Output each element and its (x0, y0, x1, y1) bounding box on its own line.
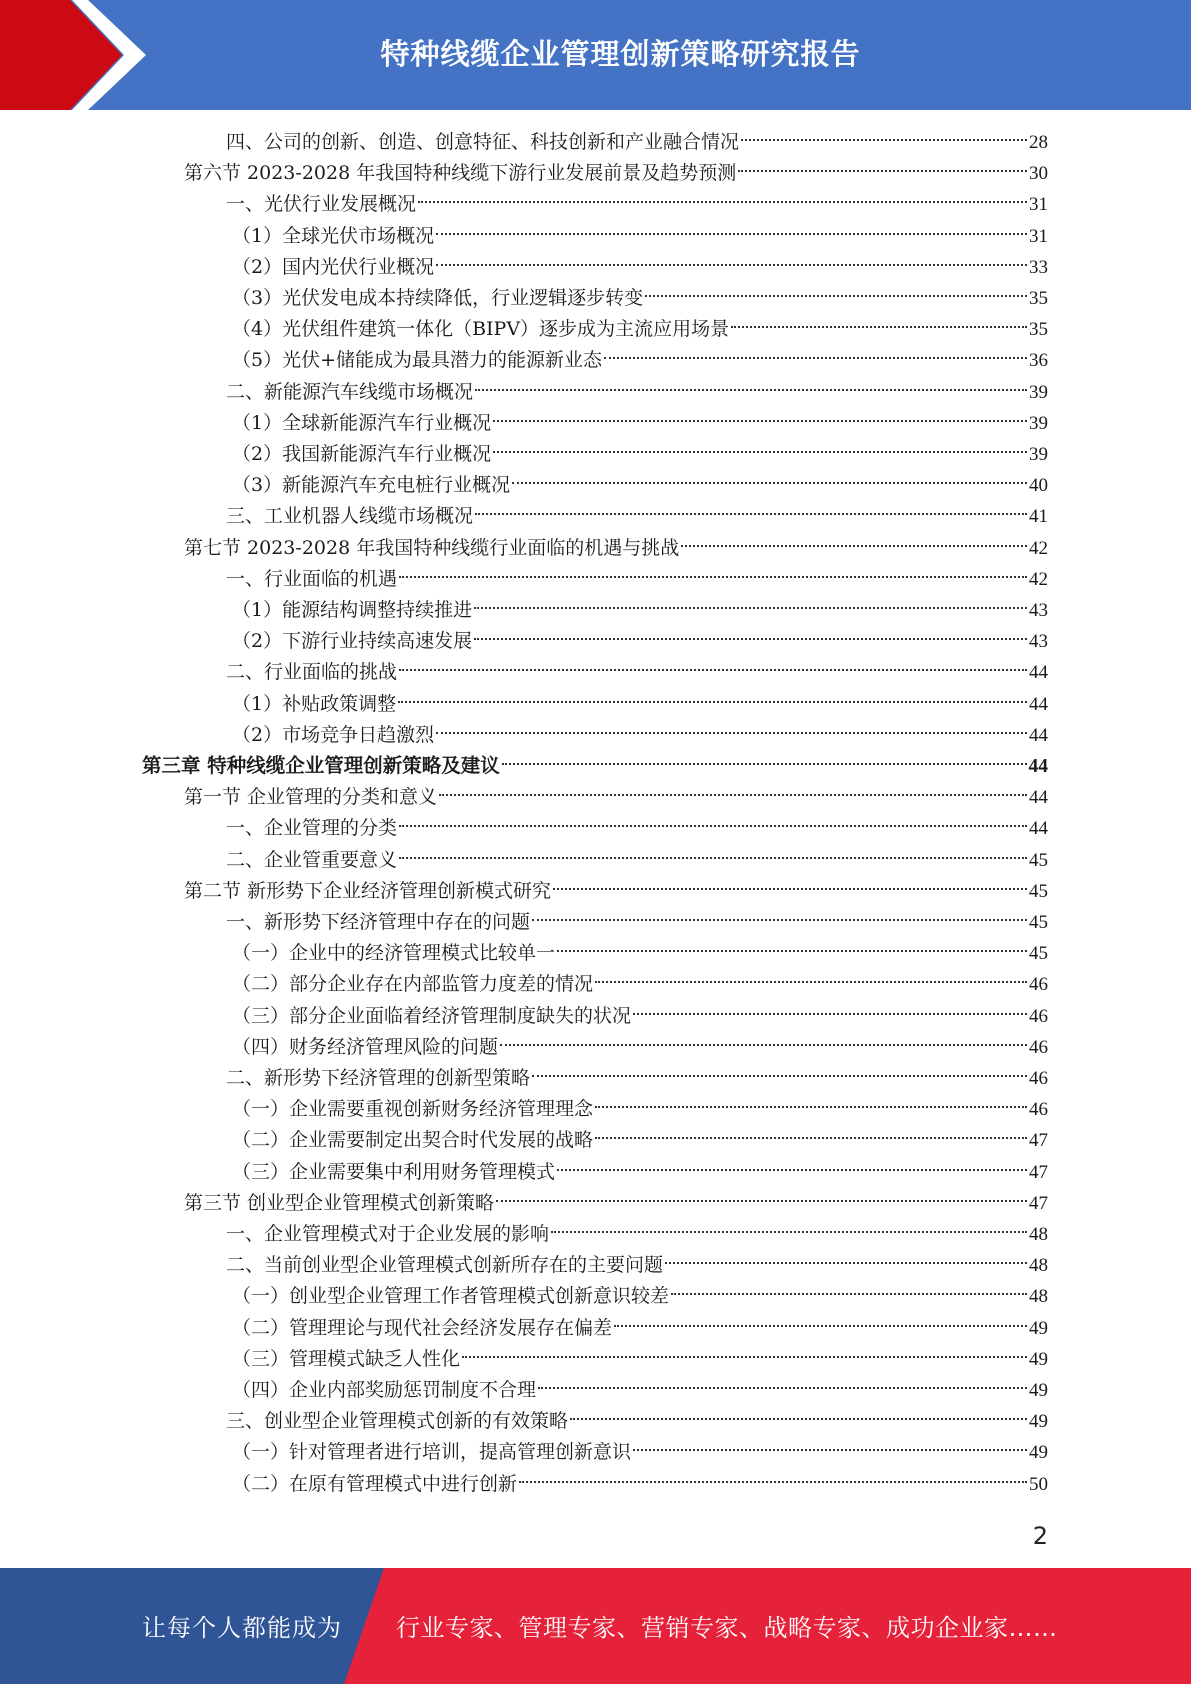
toc-entry-title: 二、行业面临的挑战 (226, 661, 398, 683)
toc-dot-leader (474, 607, 1027, 609)
toc-entry-title: （5）光伏+储能成为最具潜力的能源新业态 (232, 349, 603, 371)
toc-entry[interactable] (232, 283, 1048, 313)
toc-entry-page: 44 (1029, 818, 1048, 839)
toc-dot-leader (436, 264, 1027, 266)
toc-entry-page: 46 (1029, 1099, 1048, 1120)
toc-dot-leader (741, 139, 1027, 141)
toc-entry-title: 一、行业面临的机遇 (226, 568, 398, 590)
toc-dot-leader (519, 1481, 1027, 1483)
toc-entry-title: （二）部分企业存在内部监管力度差的情况 (232, 973, 594, 995)
toc-dot-leader (551, 1231, 1027, 1233)
toc-entry-title: 第六节 2023-2028 年我国特种线缆下游行业发展前景及趋势预测 (184, 162, 737, 184)
toc-entry-page: 28 (1029, 132, 1048, 153)
toc-entry-page: 43 (1029, 600, 1048, 621)
toc-entry-page: 31 (1029, 226, 1048, 247)
toc-entry[interactable] (232, 1469, 1048, 1499)
toc-entry-title: 一、企业管理的分类 (226, 817, 398, 839)
toc-entry[interactable] (232, 314, 1048, 344)
toc-dot-leader (512, 482, 1027, 484)
toc-entry-page: 30 (1029, 163, 1048, 184)
toc-entry-title: （二）在原有管理模式中进行创新 (232, 1473, 518, 1495)
toc-dot-leader (538, 1387, 1027, 1389)
toc-entry-title: （二）企业需要制定出契合时代发展的战略 (232, 1129, 594, 1151)
toc-entry[interactable] (226, 1250, 1048, 1280)
toc-entry[interactable] (184, 158, 1048, 188)
toc-entry-title: 四、公司的创新、创造、创意特征、科技创新和产业融合情况 (226, 131, 740, 153)
toc-entry[interactable] (232, 689, 1048, 719)
toc-entry-title: 三、创业型企业管理模式创新的有效策略 (226, 1410, 569, 1432)
toc-entry[interactable] (232, 969, 1048, 999)
toc-entry[interactable] (226, 907, 1048, 937)
toc-entry[interactable] (184, 876, 1048, 906)
toc-entry[interactable] (232, 1313, 1048, 1343)
toc-dot-leader (557, 950, 1027, 952)
toc-entry[interactable] (226, 501, 1048, 531)
toc-entry-page: 49 (1029, 1380, 1048, 1401)
toc-entry[interactable] (232, 938, 1048, 968)
toc-entry-title: （1）补贴政策调整 (232, 693, 397, 715)
toc-entry[interactable] (232, 1001, 1048, 1031)
toc-dot-leader (532, 1075, 1027, 1077)
toc-entry-page: 42 (1029, 569, 1048, 590)
toc-entry[interactable] (232, 439, 1048, 469)
toc-entry[interactable] (226, 564, 1048, 594)
toc-dot-leader (570, 1418, 1027, 1420)
toc-entry-page: 49 (1029, 1442, 1048, 1463)
toc-dot-leader (614, 1325, 1027, 1327)
toc-entry-page: 48 (1029, 1255, 1048, 1276)
toc-entry-title: （1）全球光伏市场概况 (232, 225, 435, 247)
toc-entry-page: 42 (1029, 538, 1048, 559)
toc-entry-page: 39 (1029, 444, 1048, 465)
toc-entry-title: 二、企业管重要意义 (226, 849, 398, 871)
toc-entry-title: （3）光伏发电成本持续降低，行业逻辑逐步转变 (232, 287, 644, 309)
toc-entry[interactable] (226, 1219, 1048, 1249)
toc-entry-page: 44 (1029, 662, 1048, 683)
toc-entry-page: 45 (1029, 912, 1048, 933)
toc-entry-page: 46 (1029, 974, 1048, 995)
toc-entry-title: 二、新形势下经济管理的创新型策略 (226, 1067, 531, 1089)
toc-entry-title: 第三节 创业型企业管理模式创新策略 (184, 1192, 495, 1214)
page-footer (0, 1568, 1191, 1684)
toc-dot-leader (671, 1293, 1027, 1295)
toc-dot-leader (436, 732, 1027, 734)
toc-entry-title: （四）财务经济管理风险的问题 (232, 1036, 499, 1058)
toc-entry[interactable] (226, 189, 1048, 219)
toc-entry-title: （三）企业需要集中利用财务管理模式 (232, 1161, 556, 1183)
toc-entry-page: 45 (1029, 881, 1048, 902)
toc-entry-title: （2）国内光伏行业概况 (232, 256, 435, 278)
toc-dot-leader (645, 295, 1027, 297)
toc-dot-leader (633, 1013, 1027, 1015)
toc-entry-page: 47 (1029, 1130, 1048, 1151)
toc-entry-page: 44 (1029, 725, 1048, 746)
toc-entry-title: 二、新能源汽车线缆市场概况 (226, 381, 474, 403)
toc-entry[interactable] (232, 1281, 1048, 1311)
toc-dot-leader (418, 201, 1027, 203)
toc-entry-title: 一、光伏行业发展概况 (226, 193, 417, 215)
toc-entry[interactable] (226, 377, 1048, 407)
toc-entry-title: 第七节 2023-2028 年我国特种线缆行业面临的机遇与挑战 (184, 537, 680, 559)
toc-dot-leader (475, 389, 1027, 391)
toc-entry-page: 44 (1029, 694, 1048, 715)
toc-entry-title: 第三章 特种线缆企业管理创新策略及建议 (142, 754, 500, 777)
toc-entry[interactable] (226, 127, 1048, 157)
toc-dot-leader (665, 1262, 1027, 1264)
toc-entry[interactable] (232, 1344, 1048, 1374)
toc-entry-page: 46 (1029, 1037, 1048, 1058)
toc-dot-leader (474, 638, 1027, 640)
toc-dot-leader (493, 451, 1027, 453)
page-number: 2 (1032, 1522, 1048, 1550)
toc-entry-page: 48 (1029, 1286, 1048, 1307)
toc-entry-page: 47 (1029, 1193, 1048, 1214)
footer-slogan-left: 让每个人都能成为 (142, 1614, 342, 1642)
toc-entry-title: 一、新形势下经济管理中存在的问题 (226, 911, 531, 933)
toc-entry-page: 36 (1029, 350, 1048, 371)
toc-entry-title: （一）企业需要重视创新财务经济管理理念 (232, 1098, 594, 1120)
toc-dot-leader (436, 233, 1027, 235)
toc-entry-page: 35 (1029, 319, 1048, 340)
toc-dot-leader (557, 1169, 1027, 1171)
toc-entry-page: 47 (1029, 1162, 1048, 1183)
toc-dot-leader (633, 1449, 1027, 1451)
toc-dot-leader (399, 825, 1027, 827)
footer-slogan-right: 行业专家、管理专家、营销专家、战略专家、成功企业家…… (396, 1614, 1058, 1642)
toc-entry[interactable] (232, 252, 1048, 282)
report-title: 特种线缆企业管理创新策略研究报告 (380, 37, 861, 71)
toc-dot-leader (496, 1200, 1027, 1202)
toc-entry[interactable] (232, 1032, 1048, 1062)
toc-entry[interactable] (184, 533, 1048, 563)
toc-entry-title: （三）管理模式缺乏人性化 (232, 1348, 461, 1370)
toc-entry-title: （四）企业内部奖励惩罚制度不合理 (232, 1379, 537, 1401)
toc-entry-page: 39 (1029, 382, 1048, 403)
toc-entry-title: （一）针对管理者进行培训，提高管理创新意识 (232, 1441, 632, 1463)
toc-dot-leader (532, 919, 1027, 921)
toc-entry[interactable] (226, 657, 1048, 687)
toc-dot-leader (399, 857, 1027, 859)
toc-entry[interactable] (226, 813, 1048, 843)
toc-entry[interactable] (232, 345, 1048, 375)
toc-entry[interactable] (232, 720, 1048, 750)
toc-dot-leader (553, 888, 1027, 890)
toc-entry-page: 49 (1029, 1411, 1048, 1432)
toc-entry-page: 49 (1029, 1349, 1048, 1370)
toc-dot-leader (502, 763, 1027, 765)
toc-dot-leader (500, 1044, 1027, 1046)
toc-entry-page: 45 (1029, 943, 1048, 964)
toc-dot-leader (595, 981, 1027, 983)
toc-dot-leader (738, 170, 1027, 172)
toc-entry-title: （二）管理理论与现代社会经济发展存在偏差 (232, 1317, 613, 1339)
toc-entry-page: 50 (1029, 1474, 1048, 1495)
toc-entry-page: 40 (1029, 475, 1048, 496)
toc-entry-page: 33 (1029, 257, 1048, 278)
toc-entry-title: 三、工业机器人线缆市场概况 (226, 505, 474, 527)
toc-entry-title: （一）企业中的经济管理模式比较单一 (232, 942, 556, 964)
toc-entry[interactable] (184, 782, 1048, 812)
toc-entry-page: 43 (1029, 631, 1048, 652)
toc-dot-leader (398, 701, 1027, 703)
toc-dot-leader (399, 669, 1027, 671)
toc-entry-page: 41 (1029, 506, 1048, 527)
toc-entry-page: 31 (1029, 194, 1048, 215)
toc-dot-leader (439, 794, 1027, 796)
toc-entry[interactable] (232, 1157, 1048, 1187)
toc-entry[interactable] (232, 1375, 1048, 1405)
toc-dot-leader (731, 326, 1027, 328)
toc-dot-leader (493, 420, 1027, 422)
toc-entry-title: （三）部分企业面临着经济管理制度缺失的状况 (232, 1005, 632, 1027)
toc-entry[interactable] (232, 1125, 1048, 1155)
toc-entry-title: （一）创业型企业管理工作者管理模式创新意识较差 (232, 1285, 670, 1307)
toc-entry-title: 第二节 新形势下企业经济管理创新模式研究 (184, 880, 552, 902)
toc-entry-page: 35 (1029, 288, 1048, 309)
toc-entry[interactable] (226, 845, 1048, 875)
toc-entry-title: （4）光伏组件建筑一体化（BIPV）逐步成为主流应用场景 (232, 318, 730, 340)
toc-entry-title: （1）能源结构调整持续推进 (232, 599, 473, 621)
toc-entry[interactable] (184, 1188, 1048, 1218)
toc-entry-page: 39 (1029, 413, 1048, 434)
toc-entry-title: （3）新能源汽车充电桩行业概况 (232, 474, 511, 496)
toc-dot-leader (681, 545, 1027, 547)
toc-entry[interactable] (232, 470, 1048, 500)
toc-entry-page: 44 (1028, 756, 1048, 777)
toc-entry[interactable] (232, 408, 1048, 438)
toc-entry[interactable] (232, 1437, 1048, 1467)
toc-entry[interactable] (232, 1094, 1048, 1124)
toc-dot-leader (462, 1356, 1027, 1358)
page-header (0, 0, 1191, 110)
toc-entry[interactable] (232, 221, 1048, 251)
toc-entry-title: 一、企业管理模式对于企业发展的影响 (226, 1223, 550, 1245)
toc-entry-title: （1）全球新能源汽车行业概况 (232, 412, 492, 434)
toc-entry-title: （2）市场竞争日趋激烈 (232, 724, 435, 746)
toc-entry-title: （2）我国新能源汽车行业概况 (232, 443, 492, 465)
toc-dot-leader (604, 357, 1027, 359)
toc-dot-leader (595, 1106, 1027, 1108)
toc-entry[interactable] (226, 1063, 1048, 1093)
toc-entry[interactable] (226, 1406, 1048, 1436)
toc-entry-title: 第一节 企业管理的分类和意义 (184, 786, 438, 808)
toc-entry-page: 46 (1029, 1068, 1048, 1089)
toc-entry-page: 49 (1029, 1318, 1048, 1339)
toc-entry-page: 46 (1029, 1006, 1048, 1027)
toc-entry-page: 45 (1029, 850, 1048, 871)
toc-dot-leader (399, 576, 1027, 578)
toc-entry-title: （2）下游行业持续高速发展 (232, 630, 473, 652)
toc-dot-leader (475, 513, 1027, 515)
toc-chapter-entry[interactable] (142, 751, 1048, 781)
toc-dot-leader (595, 1137, 1027, 1139)
toc-entry[interactable] (232, 595, 1048, 625)
toc-entry-page: 44 (1029, 787, 1048, 808)
toc-entry[interactable] (232, 626, 1048, 656)
toc-entry-page: 48 (1029, 1224, 1048, 1245)
toc-entry-title: 二、当前创业型企业管理模式创新所存在的主要问题 (226, 1254, 664, 1276)
